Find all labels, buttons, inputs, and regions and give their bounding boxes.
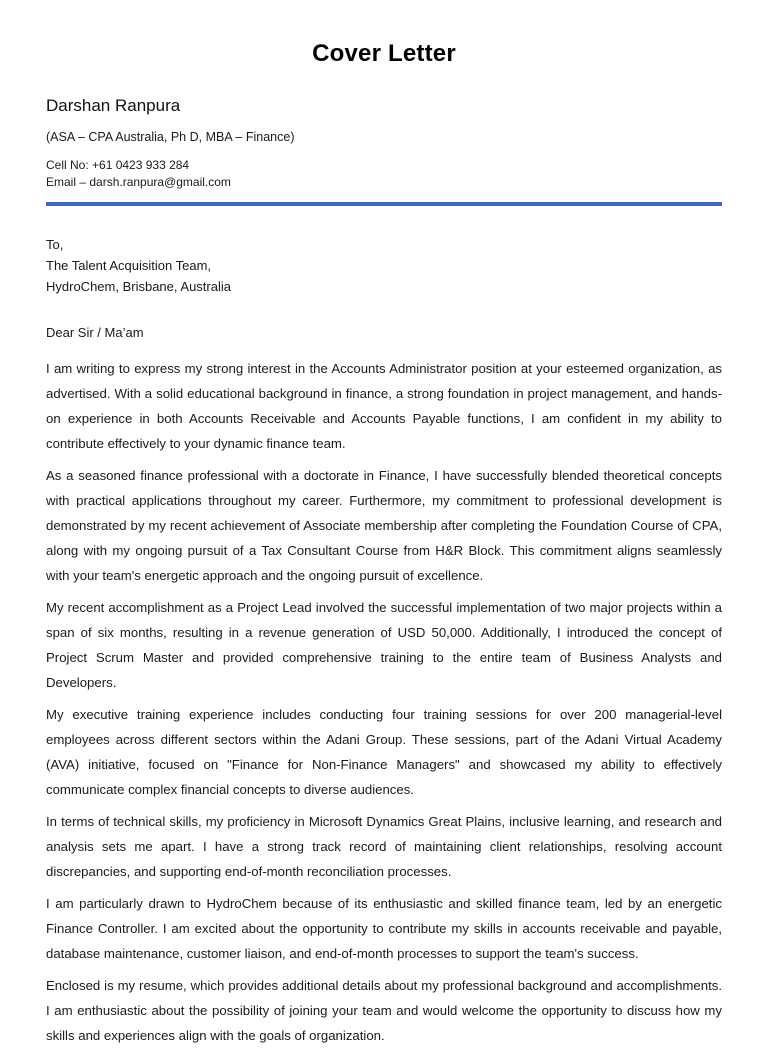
body-paragraph: My executive training experience includes conducting four training sessions for over 200 managerial-level employees across different sectors within the Adani Group. These sessions, part of the Adani Virtual Academy (AVA) initiative, focused on "Finance for Non-Finance Managers" and showcased my ability to effectively communicate complex financial concepts to diverse audiences.	[46, 707, 722, 798]
sender-contact-block	[46, 157, 722, 191]
recipient-company-location: HydroChem, Brisbane, Australia	[46, 278, 231, 294]
body-paragraph: In terms of technical skills, my proficiency in Microsoft Dynamics Great Plains, inclusive learning, and research and analysis sets me apart. I have a strong track record of maintaining client relationships, resolving account discrepancies, and supporting end-of-month reconciliation processes.	[46, 814, 722, 880]
header-divider-rule	[46, 202, 722, 206]
page-title: Cover Letter	[312, 40, 456, 67]
recipient-address-block	[46, 234, 722, 297]
sender-email: Email – darsh.ranpura@gmail.com	[46, 174, 231, 189]
body-paragraph: My recent accomplishment as a Project Lead involved the successful implementation of two major projects within a span of six months, resulting in a revenue generation of USD 50,000. Additionally, I introduced the concept of Project Scrum Master and provided comprehensive training to the entire team of Business Analysts and Developers.	[46, 600, 722, 691]
body-paragraph: Enclosed is my resume, which provides additional details about my professional background and accomplishments. I am enthusiastic about the possibility of joining your team and would welcome the opportunity to discuss how my skills and experiences align with the goals of organization.	[46, 978, 722, 1044]
body-paragraph: I am writing to express my strong interest in the Accounts Administrator position at your esteemed organization, as advertised. With a solid educational background in finance, a strong foundation in project management, and hands-on experience in both Accounts Receivable and Accounts Payable functions, I am confident in my ability to contribute effectively to your dynamic finance team.	[46, 361, 722, 452]
sender-credentials: (ASA – CPA Australia, Ph D, MBA – Finance)	[46, 129, 295, 144]
body-paragraph: I am particularly drawn to HydroChem because of its enthusiastic and skilled finance team, led by an energetic Finance Controller. I am excited about the opportunity to contribute my skills in accounts receivable and payable, database maintenance, customer liaison, and end-of-month processes to support the team's success.	[46, 896, 722, 962]
recipient-salutation-to: To,	[46, 236, 64, 252]
letter-body	[46, 356, 722, 1048]
sender-header-block	[46, 95, 722, 191]
body-paragraph: As a seasoned finance professional with a doctorate in Finance, I have successfully blended theoretical concepts with practical applications throughout my career. Furthermore, my commitment to professional development is demonstrated by my recent achievement of Associate membership after completing the Foundation Course of CPA, along with my ongoing pursuit of a Tax Consultant Course from H&R Block. This commitment aligns seamlessly with your team's energetic approach and the ongoing pursuit of excellence.	[46, 468, 722, 584]
sender-name: Darshan Ranpura	[46, 95, 181, 115]
sender-phone: Cell No: +61 0423 933 284	[46, 157, 190, 172]
letter-salutation: Dear Sir / Ma’am	[46, 324, 144, 340]
recipient-team: The Talent Acquisition Team,	[46, 257, 212, 273]
